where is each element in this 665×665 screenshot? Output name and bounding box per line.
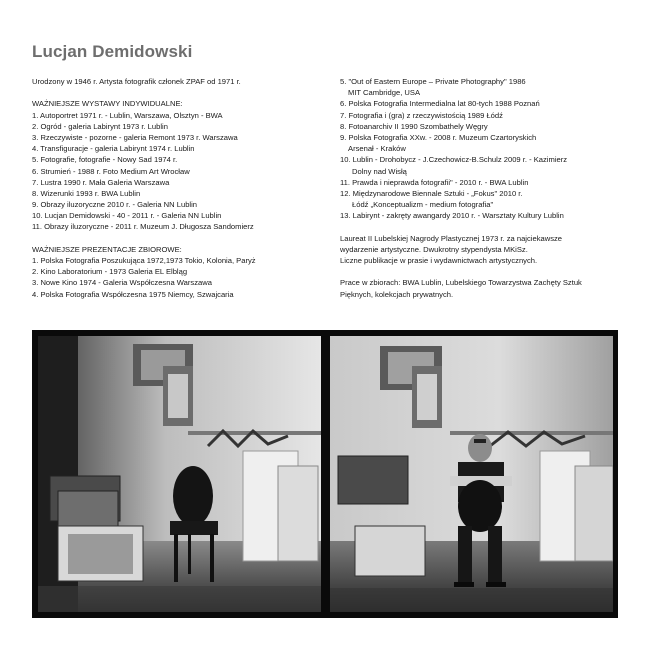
solo-item: 6. Strumień - 1988 r. Foto Medium Art Wrocław <box>32 166 190 176</box>
group-item-continued: Dolny nad Wisłą <box>352 166 407 176</box>
group-item: 9. Polska Fotografia XXw. - 2008 r. Muzeum Czartoryskich <box>340 132 537 142</box>
laureate-text: Laureat II Lubelskiej Nagrody Plastycznej 1973 r. za najciekawsze <box>340 233 563 243</box>
left-column <box>32 76 322 300</box>
solo-item: 10. Lucjan Demidowski - 40 - 2011 r. - Galeria NN Lublin <box>32 211 222 221</box>
solo-exhibitions-heading: WAŻNIEJSZE WYSTAWY INDYWIDUALNE: <box>32 99 183 109</box>
group-item-continued: MIT Cambridge, USA <box>348 88 421 98</box>
studio-photo-empty-chair <box>38 336 321 612</box>
solo-item: 9. Obrazy iluzoryczne 2010 r. - Galeria NN Lublin <box>32 200 198 210</box>
group-item: 12. Międzynarodowe Biennale Sztuki - „Fokus" 2010 r. <box>340 188 523 198</box>
group-item: 8. Fotoanarchiv II 1990 Szombathely Węgry <box>340 121 488 131</box>
group-item: 3. Nowe Kino 1974 - Galeria Współczesna Warszawa <box>32 278 212 288</box>
solo-item: 1. Autoportret 1971 r. - Lublin, Warszawa, Olsztyn - BWA <box>32 110 223 120</box>
group-item: 4. Polska Fotografia Współczesna 1975 Niemcy, Szwajcaria <box>32 289 234 299</box>
group-item: 1. Polska Fotografia Poszukująca 1972,1973 Tokio, Kolonia, Paryż <box>32 256 256 265</box>
collections-text: Prace w zbiorach: BWA Lublin, Lubelskiego Towarzystwa Zachęty Sztuk <box>340 278 582 288</box>
group-item: 10. Lublin - Drohobycz - J.Czechowicz-B.Schulz 2009 r. - Kazimierz <box>340 155 568 165</box>
solo-item: 4. Transfiguracje - galeria Labirynt 1974 r. Lublin <box>32 144 195 154</box>
page-title: Lucjan Demidowski <box>32 42 193 61</box>
solo-item: 3. Rzeczywiste - pozorne - galeria Remont 1973 r. Warszawa <box>32 132 238 142</box>
photo-strip <box>32 330 618 618</box>
group-item-continued: Arsenał - Kraków <box>348 144 406 154</box>
intro-text: Urodzony w 1946 r. Artysta fotografik członek ZPAF od 1971 r. <box>32 77 241 86</box>
group-exhibitions-heading: WAŻNIEJSZE PREZENTACJE ZBIOROWE: <box>32 244 182 254</box>
right-column <box>340 76 640 300</box>
group-item: 5. "Out of Eastern Europe – Private Photography" 1986 <box>340 77 526 86</box>
group-item: 2. Kino Laboratorium - 1973 Galeria EL Elbląg <box>32 267 188 277</box>
group-item: 7. Fotografia i (gra) z rzeczywistością 1989 Łódź <box>340 110 503 120</box>
laureate-text: wydarzenie artystyczne. Dwukrotny stypendysta MKiSz. <box>340 244 528 254</box>
group-item: 11. Prawda i nieprawda fotografii" - 2010 r. - BWA Lublin <box>340 177 529 187</box>
solo-item: 2. Ogród - galeria Labirynt 1973 r. Lublin <box>32 121 168 131</box>
group-item: 6. Polska Fotografia Intermedialna lat 80-tych 1988 Poznań <box>340 99 540 109</box>
solo-item: 11. Obrazy iluzoryczne - 2011 r. Muzeum J. Długosza Sandomierz <box>32 222 254 232</box>
studio-photo-seated-artist <box>330 336 613 612</box>
collections-text: Pięknych, kolekcjach prywatnych. <box>340 289 454 299</box>
solo-item: 8. Wizerunki 1993 r. BWA Lublin <box>32 188 141 198</box>
solo-item: 5. Fotografie, fotografie - Nowy Sad 1974 r. <box>32 155 178 165</box>
laureate-text: Liczne publikacje w prasie i wydawnictwach artystycznych. <box>340 256 538 265</box>
solo-item: 7. Lustra 1990 r. Mała Galeria Warszawa <box>32 177 170 187</box>
group-item-continued: Łódź „Konceptualizm - medium fotografia" <box>352 200 494 210</box>
group-item: 13. Labirynt - zakręty awangardy 2010 r. - Warsztaty Kultury Lublin <box>340 211 564 221</box>
